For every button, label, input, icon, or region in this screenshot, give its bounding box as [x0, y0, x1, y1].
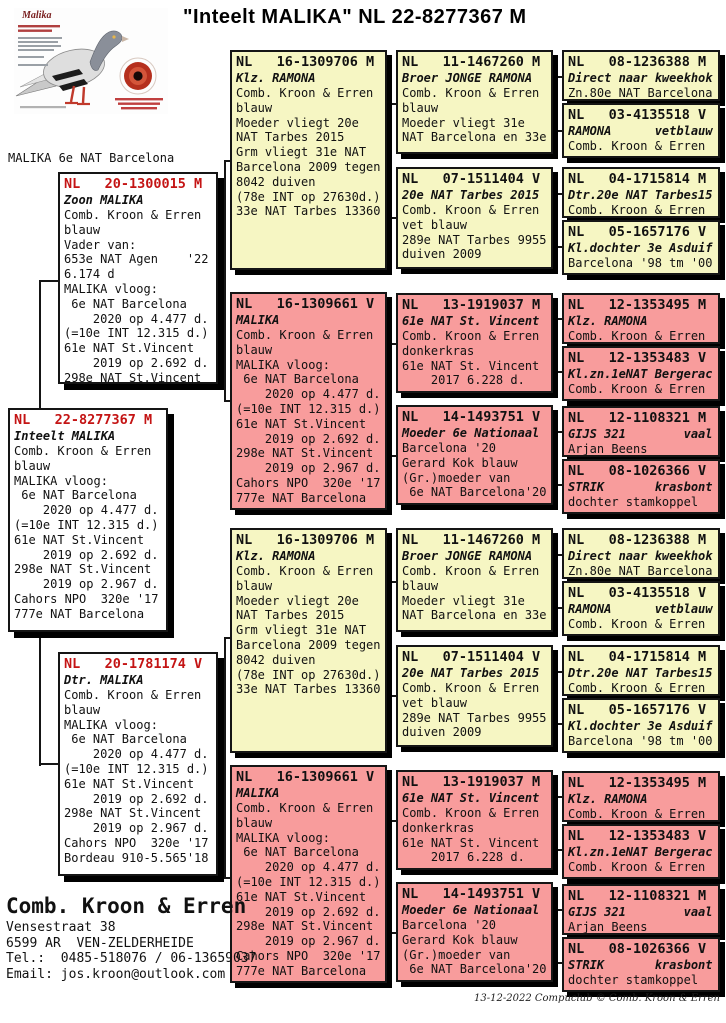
pigeon-details: [568, 860, 714, 875]
text-line: Gerard Kok blauw: [402, 932, 518, 947]
text-line: Comb. Kroon & Erren: [568, 617, 706, 631]
pedigree-box-kweekhok-2: [562, 528, 720, 579]
pedigree-box-broer-2: [396, 528, 553, 632]
text-line: Comb. Kroon & Erren: [236, 564, 374, 578]
ring-number: NL 16-1309661 V: [236, 769, 375, 785]
text-line: Vader van:: [64, 237, 137, 252]
ring-number: NL 04-1715814 M: [568, 171, 707, 187]
text-line: NAT Tarbes 2015: [236, 608, 345, 623]
ring-number: NL 08-1236388 M: [568, 532, 707, 548]
text-line: donkerkras: [402, 820, 475, 835]
text-line: Barcelona '20: [402, 918, 496, 932]
text-line: Comb. Kroon & Erren: [402, 329, 540, 343]
text-line: 2019 op 2.692 d.: [64, 355, 209, 370]
ring-number: NL 12-1353495 M: [568, 775, 707, 791]
pigeon-name: GIJS 321 vaal: [568, 905, 713, 919]
photo-caption: MALIKA 6e NAT Barcelona: [8, 151, 175, 165]
text-line: Cahors NPO 320e '17: [14, 591, 159, 606]
connector-line: [553, 580, 556, 582]
ring-number: NL 04-1715814 M: [568, 649, 707, 665]
pedigree-box-strik-1: [562, 459, 720, 514]
pigeon-name: GIJS 321 vaal: [568, 427, 713, 441]
text-line: duiven 2009: [402, 725, 482, 740]
ring-number: NL 11-1467260 M: [402, 532, 541, 548]
text-line: 6e NAT Barcelona: [64, 732, 187, 747]
pedigree-box-tarbes15-1: [562, 167, 720, 218]
text-line: 298e NAT St.Vincent: [64, 806, 202, 821]
text-line: duiven 2009: [402, 247, 482, 262]
text-line: Barcelona '98 tm '00: [568, 256, 713, 270]
pigeon-name: Klz. RAMONA: [236, 71, 316, 85]
text-line: (=10e INT 12.315 d.): [236, 874, 381, 889]
pigeon-details: [402, 681, 547, 740]
text-line: 2019 op 2.692 d.: [64, 791, 209, 806]
pigeon-details: [236, 328, 381, 506]
text-line: 6e NAT Barcelona: [236, 845, 359, 860]
text-line: Comb. Kroon & Erren: [402, 681, 540, 695]
pedigree-box-tarbes-1: [396, 167, 553, 269]
text-line: 2020 op 4.477 d.: [64, 747, 209, 762]
text-line: 2017 6.228 d.: [402, 850, 525, 865]
text-line: 2020 op 4.477 d.: [14, 503, 159, 518]
ring-number: NL 08-1236388 M: [568, 54, 707, 70]
pedigree-box-klz_ramona-1: [562, 293, 720, 344]
text-line: Comb. Kroon & Erren: [568, 203, 706, 217]
text-line: 2019 op 2.692 d.: [236, 431, 381, 446]
text-line: Barcelona '98 tm '00: [568, 734, 713, 748]
connector-line: [553, 821, 556, 823]
text-line: (=10e INT 12.315 d.): [236, 401, 381, 416]
ring-number: NL 12-1353495 M: [568, 297, 707, 313]
pigeon-name: Direct naar kweekhok: [568, 549, 713, 563]
pedigree-box-asduif-2: [562, 698, 720, 753]
pedigree-box-klz_ramona-2: [562, 771, 720, 822]
ring-number: NL 08-1026366 V: [568, 463, 707, 479]
pedigree-box-subject-1: [8, 408, 168, 632]
ring-number: NL 14-1493751 V: [402, 409, 541, 425]
pigeon-name: 61e NAT St. Vincent: [402, 314, 540, 328]
text-line: 61e NAT St.Vincent: [236, 416, 367, 431]
text-line: Comb. Kroon & Erren: [568, 807, 706, 821]
connector-line: [556, 193, 558, 248]
ring-number: NL 13-1919037 M: [402, 297, 541, 313]
text-line: 33e NAT Tarbes 13360: [236, 682, 381, 697]
text-line: dochter stamkoppel: [568, 973, 699, 987]
text-line: 2019 op 2.967 d.: [64, 821, 209, 836]
text-line: 2019 op 2.967 d.: [236, 934, 381, 949]
text-line: 8042 duiven: [236, 652, 316, 667]
pedigree-box-strik-2: [562, 937, 720, 992]
ring-number: NL 08-1026366 V: [568, 941, 707, 957]
pedigree-box-asduif-1: [562, 220, 720, 275]
connector-line: [553, 935, 556, 937]
pigeon-name: Kl.zn.1eNAT Bergerac: [568, 845, 713, 859]
pigeon-name: Broer JONGE RAMONA: [402, 71, 533, 85]
text-line: 298e NAT St.Vincent: [14, 562, 152, 577]
connector-line: [387, 159, 390, 161]
ring-number: NL 22-8277367 M: [14, 412, 153, 428]
pigeon-details: [568, 920, 714, 935]
photo-malika-label: Malika: [22, 10, 52, 21]
text-line: Comb. Kroon & Erren: [64, 688, 202, 702]
text-line: MALIKA vloog:: [14, 473, 108, 488]
ring-number: NL 05-1657176 V: [568, 702, 707, 718]
text-line: 298e NAT St.Vincent: [64, 370, 202, 384]
text-line: MALIKA vloog:: [236, 830, 330, 845]
pigeon-details: [568, 256, 714, 271]
text-line: Comb. Kroon & Erren: [568, 382, 706, 396]
pigeon-name: Broer JONGE RAMONA: [402, 549, 533, 563]
pedigree-box-kweekhok-1: [562, 50, 720, 101]
text-line: 6599 AR VEN-ZELDERHEIDE: [6, 935, 194, 951]
text-line: donkerkras: [402, 343, 475, 358]
text-line: Comb. Kroon & Erren: [402, 564, 540, 578]
text-line: NAT Barcelona en 33e: [402, 608, 547, 623]
connector-line: [390, 581, 392, 697]
text-line: 2020 op 4.477 d.: [236, 860, 381, 875]
connector-line: [556, 318, 558, 373]
ring-number: NL 12-1108321 M: [568, 410, 707, 426]
text-line: 2020 op 4.477 d.: [64, 311, 209, 326]
text-line: 61e NAT St. Vincent: [402, 358, 540, 373]
connector-line: [39, 763, 58, 765]
pigeon-details: [402, 329, 547, 388]
pigeon-name: Moeder 6e Nationaal: [402, 426, 540, 440]
pigeon-name: Kl.zn.1eNAT Bergerac: [568, 367, 713, 381]
ring-number: NL 12-1108321 M: [568, 888, 707, 904]
pigeon-name: Klz. RAMONA: [236, 549, 316, 563]
pigeon-details: [236, 86, 381, 219]
pigeon-details: [568, 734, 714, 749]
text-line: Comb. Kroon & Erren: [568, 329, 706, 343]
footer-credit: 13-12-2022 Compuclub © Comb. Kroon & Erren: [474, 993, 720, 1004]
text-line: MALIKA vloog:: [64, 281, 158, 296]
contact-block: [6, 892, 256, 982]
text-line: 6e NAT Barcelona: [64, 296, 187, 311]
ring-number: NL 14-1493751 V: [402, 886, 541, 902]
text-line: Arjan Beens: [568, 920, 648, 934]
pedigree-box-moeder-1: [396, 405, 553, 505]
connector-line: [39, 280, 58, 282]
connector-line: [553, 457, 556, 459]
text-line: Comb. Kroon & Erren: [14, 444, 152, 458]
connector-line: [553, 344, 556, 346]
text-line: blauw: [236, 578, 273, 593]
text-line: 61e NAT St.Vincent: [236, 889, 367, 904]
text-line: 777e NAT Barcelona: [236, 490, 367, 505]
text-line: (=10e INT 12.315 d.): [14, 517, 159, 532]
text-line: Comb. Kroon & Erren: [236, 86, 374, 100]
connector-line: [556, 554, 558, 609]
connector-line: [553, 219, 556, 221]
text-line: blauw: [14, 458, 51, 473]
text-line: Comb. Kroon & Erren: [236, 328, 374, 342]
text-line: Zn.80e NAT Barcelona: [568, 86, 713, 100]
text-line: 6e NAT Barcelona'20: [402, 485, 547, 500]
text-line: 8042 duiven: [236, 174, 316, 189]
ring-number: NL 11-1467260 M: [402, 54, 541, 70]
ring-number: NL 20-1781174 V: [64, 656, 203, 672]
connector-line: [218, 756, 224, 758]
pigeon-details: [402, 564, 547, 623]
connector-line: [556, 76, 558, 132]
text-line: 298e NAT St.Vincent: [236, 919, 374, 934]
text-line: 6e NAT Barcelona: [236, 372, 359, 387]
text-line: blauw: [64, 702, 101, 717]
pedigree-box-bergerac-2: [562, 824, 720, 879]
text-line: Cahors NPO 320e '17: [236, 948, 381, 963]
pigeon-details: [568, 617, 714, 632]
text-line: Barcelona 2009 tegen: [236, 637, 381, 652]
pigeon-illustration: [14, 8, 168, 114]
text-line: Tel.: 0485-518076 / 06-13659037: [6, 951, 257, 966]
text-line: 33e NAT Tarbes 13360: [236, 204, 381, 219]
text-line: Comb. Kroon & Erren: [402, 806, 540, 820]
connector-line: [556, 909, 558, 964]
text-line: Cahors NPO 320e '17: [64, 835, 209, 850]
text-line: 289e NAT Tarbes 9955: [402, 710, 547, 725]
pedigree-box-broer-1: [396, 50, 553, 154]
text-line: MALIKA vloog:: [236, 357, 330, 372]
text-line: Grm vliegt 31e NAT: [236, 623, 367, 638]
connector-line: [553, 696, 556, 698]
text-line: (Gr.)moeder van: [402, 470, 511, 485]
text-line: vet blauw: [402, 695, 468, 710]
pigeon-details: [402, 203, 547, 262]
text-line: 6e NAT Barcelona: [14, 488, 137, 503]
ring-number: NL 03-4135518 V: [568, 585, 707, 601]
connector-line: [387, 637, 390, 639]
pedigree-box-ramona_sr-1: [562, 103, 720, 158]
pigeon-details: [14, 444, 162, 622]
ring-number: NL 16-1309661 V: [236, 296, 375, 312]
pigeon-details: [568, 382, 714, 397]
text-line: Zn.80e NAT Barcelona: [568, 564, 713, 578]
connector-line: [387, 399, 390, 401]
pigeon-details: [568, 495, 714, 510]
connector-line: [390, 820, 392, 934]
connector-line: [553, 102, 556, 104]
connector-line: [556, 671, 558, 726]
text-line: Grm vliegt 31e NAT: [236, 145, 367, 160]
pigeon-name: 20e NAT Tarbes 2015: [402, 188, 540, 202]
pigeon-details: [64, 688, 212, 866]
pigeon-name: MALIKA: [236, 786, 280, 800]
text-line: blauw: [236, 100, 273, 115]
pigeon-details: [236, 801, 381, 979]
ring-number: NL 20-1300015 M: [64, 176, 203, 192]
text-line: 2019 op 2.692 d.: [14, 547, 159, 562]
pigeon-photo: [14, 8, 168, 114]
pigeon-name: MALIKA: [236, 313, 280, 327]
pigeon-details: [236, 564, 381, 697]
ring-number: NL 03-4135518 V: [568, 107, 707, 123]
text-line: 2017 6.228 d.: [402, 373, 525, 388]
pigeon-details: [568, 681, 714, 696]
text-line: Vensestraat 38: [6, 920, 116, 935]
text-line: Comb. Kroon & Erren: [568, 139, 706, 153]
pigeon-details: [402, 806, 547, 865]
text-line: 653e NAT Agen '22: [64, 252, 209, 267]
pigeon-details: [568, 329, 714, 344]
connector-line: [390, 343, 392, 457]
text-line: Comb. Kroon & Erren: [568, 860, 706, 874]
loft-name: Comb. Kroon & Erren: [6, 894, 247, 918]
text-line: 2020 op 4.477 d.: [236, 387, 381, 402]
pedigree-box-gijs-1: [562, 406, 720, 457]
pigeon-name: Direct naar kweekhok: [568, 71, 713, 85]
text-line: Barcelona 2009 tegen: [236, 159, 381, 174]
text-line: (78e INT op 27630d.): [236, 667, 381, 682]
text-line: Moeder vliegt 31e: [402, 593, 525, 608]
pigeon-name: RAMONA vetblauw: [568, 602, 713, 616]
pedigree-box-moeder-2: [396, 882, 553, 982]
ring-number: NL 07-1511404 V: [402, 649, 541, 665]
pedigree-box-vincent-2: [396, 770, 553, 870]
pigeon-name: Dtr. MALIKA: [64, 673, 144, 687]
pedigree-box-tarbes15-2: [562, 645, 720, 696]
text-line: Comb. Kroon & Erren: [568, 681, 706, 695]
connector-line: [218, 279, 224, 281]
text-line: Moeder vliegt 20e: [236, 593, 359, 608]
pigeon-name: 61e NAT St. Vincent: [402, 791, 540, 805]
pigeon-details: [568, 564, 714, 579]
ring-number: NL 16-1309706 M: [236, 54, 375, 70]
pigeon-details: [568, 139, 714, 154]
connector-line: [556, 796, 558, 851]
pedigree-box-tarbes-2: [396, 645, 553, 747]
pigeon-details: [568, 973, 714, 988]
text-line: Gerard Kok blauw: [402, 455, 518, 470]
text-line: 6e NAT Barcelona'20: [402, 962, 547, 977]
pigeon-details: [568, 442, 714, 457]
pigeon-name: Klz. RAMONA: [568, 314, 648, 328]
connector-line: [390, 103, 392, 219]
text-line: blauw: [402, 578, 439, 593]
text-line: blauw: [64, 222, 101, 237]
pigeon-details: [568, 86, 714, 101]
text-line: Moeder vliegt 31e: [402, 115, 525, 130]
connector-line: [224, 160, 226, 402]
pigeon-name: STRIK krasbont: [568, 958, 713, 972]
text-line: (=10e INT 12.315 d.): [64, 326, 209, 341]
text-line: dochter stamkoppel: [568, 495, 699, 509]
text-line: MALIKA vloog:: [64, 717, 158, 732]
connector-line: [224, 637, 226, 879]
pedigree-box-bergerac-1: [562, 346, 720, 401]
text-line: vet blauw: [402, 217, 468, 232]
text-line: Barcelona '20: [402, 441, 496, 455]
text-line: Comb. Kroon & Erren: [64, 208, 202, 222]
pigeon-name: RAMONA vetblauw: [568, 124, 713, 138]
pigeon-details: [64, 208, 212, 384]
page-title: "Inteelt MALIKA" NL 22-8277367 M: [183, 6, 527, 28]
pigeon-details: [402, 86, 547, 145]
connector-line: [556, 431, 558, 486]
text-line: 2019 op 2.967 d.: [236, 461, 381, 476]
text-line: Moeder vliegt 20e: [236, 115, 359, 130]
pigeon-name: Kl.dochter 3e Asduif: [568, 719, 713, 733]
text-line: 777e NAT Barcelona: [14, 606, 145, 621]
loft-address: [6, 920, 256, 982]
text-line: NAT Tarbes 2015: [236, 130, 345, 145]
text-line: Arjan Beens: [568, 442, 648, 456]
pigeon-details: [402, 441, 547, 500]
text-line: 289e NAT Tarbes 9955: [402, 232, 547, 247]
pigeon-name: Inteelt MALIKA: [14, 429, 116, 443]
text-line: Email: jos.kroon@outlook.com: [6, 966, 226, 982]
connector-line: [387, 876, 390, 878]
pigeon-name: Kl.dochter 3e Asduif: [568, 241, 713, 255]
text-line: 61e NAT St.Vincent: [14, 532, 145, 547]
pigeon-details: [568, 203, 714, 218]
pigeon-details: [568, 807, 714, 822]
pedigree-box-ramona-2: [230, 528, 387, 753]
pigeon-name: Dtr.20e NAT Tarbes15: [568, 188, 713, 202]
pedigree-box-malika-1: [230, 292, 387, 510]
pigeon-name: Moeder 6e Nationaal: [402, 903, 540, 917]
text-line: 777e NAT Barcelona: [236, 963, 367, 978]
ring-number: NL 16-1309706 M: [236, 532, 375, 548]
text-line: Bordeau 910-5.565'18: [64, 850, 209, 865]
text-line: (78e INT op 27630d.): [236, 189, 381, 204]
ring-number: NL 05-1657176 V: [568, 224, 707, 240]
text-line: NAT Barcelona en 33e: [402, 130, 547, 145]
pedigree-box-gijs-2: [562, 884, 720, 935]
pedigree-box-vincent-1: [396, 293, 553, 393]
text-line: 298e NAT St.Vincent: [236, 446, 374, 461]
text-line: Comb. Kroon & Erren: [402, 203, 540, 217]
text-line: blauw: [236, 342, 273, 357]
pedigree-box-mother-1: [58, 652, 218, 876]
pigeon-details: [402, 918, 547, 977]
pigeon-name: Zoon MALIKA: [64, 193, 144, 207]
text-line: Comb. Kroon & Erren: [236, 801, 374, 815]
ring-number: NL 07-1511404 V: [402, 171, 541, 187]
text-line: (Gr.)moeder van: [402, 947, 511, 962]
ring-number: NL 13-1919037 M: [402, 774, 541, 790]
ring-number: NL 12-1353483 V: [568, 350, 707, 366]
pigeon-name: Dtr.20e NAT Tarbes15: [568, 666, 713, 680]
pedigree-box-ramona-1: [230, 50, 387, 270]
pigeon-name: 20e NAT Tarbes 2015: [402, 666, 540, 680]
text-line: 61e NAT St. Vincent: [402, 835, 540, 850]
text-line: 2019 op 2.692 d.: [236, 904, 381, 919]
text-line: Comb. Kroon & Erren: [402, 86, 540, 100]
pigeon-name: STRIK krasbont: [568, 480, 713, 494]
text-line: blauw: [236, 815, 273, 830]
text-line: (=10e INT 12.315 d.): [64, 761, 209, 776]
text-line: 6.174 d: [64, 267, 115, 282]
text-line: Cahors NPO 320e '17: [236, 475, 381, 490]
text-line: blauw: [402, 100, 439, 115]
text-line: 61e NAT St.Vincent: [64, 776, 195, 791]
text-line: 61e NAT St.Vincent: [64, 341, 195, 356]
pigeon-name: Klz. RAMONA: [568, 792, 648, 806]
ring-number: NL 12-1353483 V: [568, 828, 707, 844]
pedigree-box-ramona_sr-2: [562, 581, 720, 636]
text-line: 2019 op 2.967 d.: [14, 577, 159, 592]
pedigree-box-father-1: [58, 172, 218, 384]
